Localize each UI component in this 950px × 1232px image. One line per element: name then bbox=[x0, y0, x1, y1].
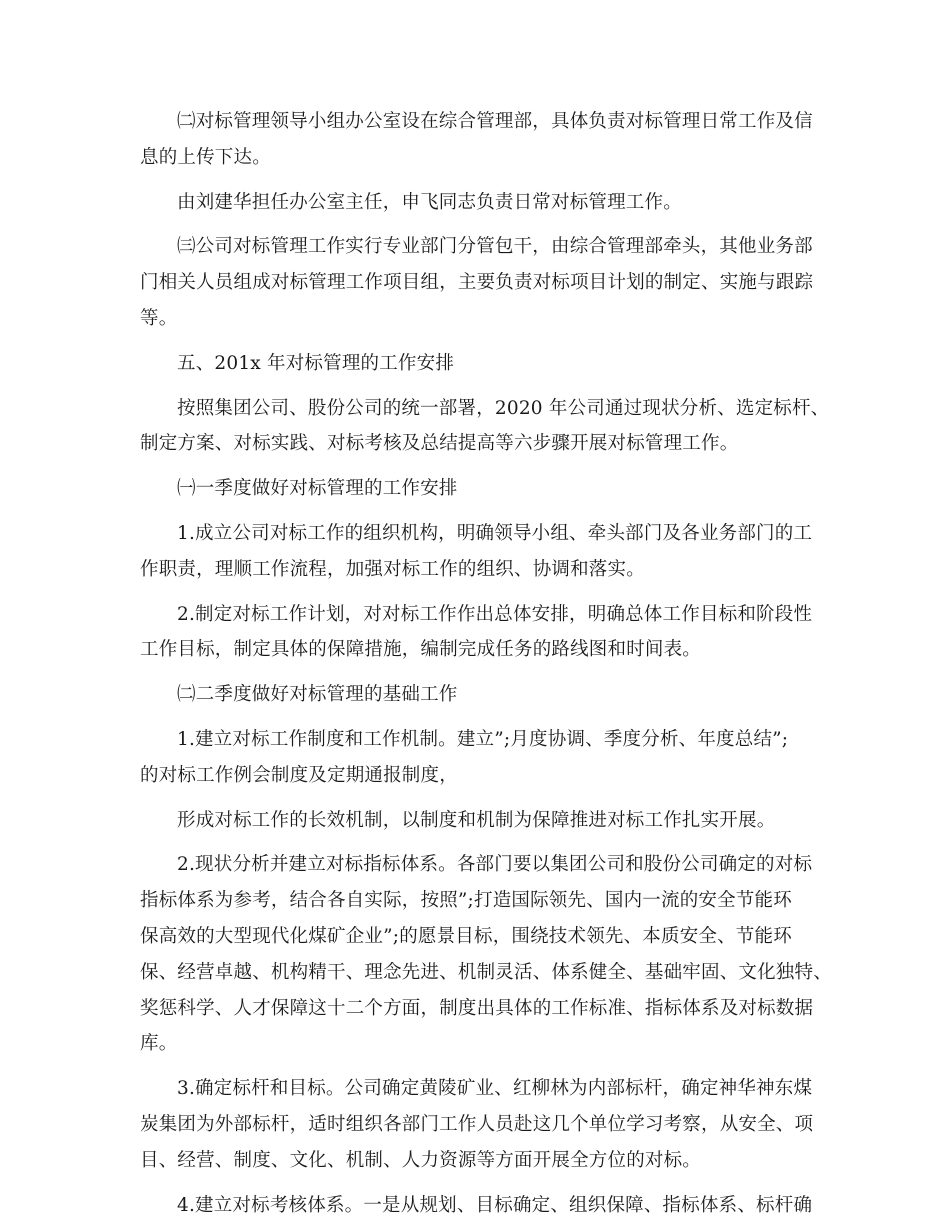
text-line: 3.确定标杆和目标。公司确定黄陵矿业、红柳林为内部标杆，确定神华神东煤 bbox=[177, 1078, 813, 1100]
paragraph-office-director bbox=[140, 185, 812, 221]
subheading: ㈠一季度做好对标管理的工作安排 bbox=[177, 478, 458, 500]
text-line: 2.现状分析并建立对标指标体系。各部门要以集团公司和股份公司确定的对标 bbox=[177, 854, 813, 876]
subheading: ㈡二季度做好对标管理的基础工作 bbox=[177, 684, 458, 706]
text-line: 4.建立对标考核体系。一是从规划、目标确定、组织保障、指标体系、标杆确 bbox=[177, 1194, 813, 1216]
paragraph-office-setup bbox=[140, 104, 812, 176]
paragraph-q1-item-2 bbox=[140, 597, 812, 669]
text-line: ㈢公司对标管理工作实行专业部门分管包干，由综合管理部牵头，其他业务部 bbox=[177, 236, 813, 258]
text-line: ㈡对标管理领导小组办公室设在综合管理部，具体负责对标管理日常工作及信 bbox=[177, 111, 813, 132]
text-line: 按照集团公司、股份公司的统一部署，2020 年公司通过现状分析、选定标杆、 bbox=[177, 397, 830, 419]
text-line: 指标体系为参考，结合各自实际，按照”;打造国际领先、国内一流的安全节能环 bbox=[140, 890, 792, 912]
text-line: 1.成立公司对标工作的组织机构，明确领导小组、牵头部门及各业务部门的工 bbox=[177, 522, 813, 544]
text-line: 库。 bbox=[140, 1033, 178, 1055]
section-heading-five bbox=[140, 346, 812, 382]
paragraph-q1-item-1 bbox=[140, 516, 812, 588]
text-line: 的对标工作例会制度及定期通报制度， bbox=[140, 764, 458, 786]
text-line: 保、经营卓越、机构精干、理念先进、机制灵活、体系健全、基础牢固、文化独特、 bbox=[140, 961, 832, 983]
paragraph-long-term-mechanism bbox=[140, 803, 812, 839]
text-line: 等。 bbox=[140, 307, 178, 329]
text-line: 门相关人员组成对标管理工作项目组，主要负责对标项目计划的制定、实施与跟踪 bbox=[140, 272, 814, 294]
subheading-q2 bbox=[140, 677, 812, 713]
text-line: 1.建立对标工作制度和工作机制。建立”;月度协调、季度分析、年度总结”; bbox=[177, 728, 789, 750]
text-line: 制定方案、对标实践、对标考核及总结提高等六步骤开展对标管理工作。 bbox=[140, 433, 739, 455]
text-line: 目、经营、制度、文化、机制、人力资源等方面开展全方位的对标。 bbox=[140, 1149, 702, 1171]
paragraph-q2-item-4 bbox=[140, 1188, 812, 1224]
text-line: 由刘建华担任办公室主任，申飞同志负责日常对标管理工作。 bbox=[177, 191, 682, 213]
paragraph-q2-item-1 bbox=[140, 722, 812, 794]
text-line: 形成对标工作的长效机制，以制度和机制为保障推进对标工作扎实开展。 bbox=[177, 809, 776, 831]
subheading-q1 bbox=[140, 471, 812, 507]
paragraph-q2-item-3 bbox=[140, 1071, 812, 1178]
text-line: 2.制定对标工作计划，对对标工作作出总体安排，明确总体工作目标和阶段性 bbox=[177, 603, 813, 625]
text-line: 工作目标，制定具体的保障措施，编制完成任务的路线图和时间表。 bbox=[140, 639, 702, 661]
section-heading: 五、201x 年对标管理的工作安排 bbox=[177, 352, 455, 374]
document-body bbox=[140, 104, 832, 1232]
paragraph-department-responsibility bbox=[140, 229, 812, 336]
text-line: 奖惩科学、人才保障这十二个方面，制度出具体的工作标准、指标体系及对标数据 bbox=[140, 997, 814, 1019]
paragraph-q2-item-2 bbox=[140, 847, 832, 1062]
paragraph-deployment bbox=[140, 391, 830, 463]
text-line: 息的上传下达。 bbox=[140, 146, 271, 168]
text-line: 保高效的大型现代化煤矿企业”;的愿景目标，围绕技术领先、本质安全、节能环 bbox=[140, 925, 792, 947]
text-line: 作职责，理顺工作流程，加强对标工作的组织、协调和落实。 bbox=[140, 558, 645, 580]
text-line: 炭集团为外部标杆，适时组织各部门工作人员赴这几个单位学习考察，从安全、项 bbox=[140, 1113, 814, 1135]
